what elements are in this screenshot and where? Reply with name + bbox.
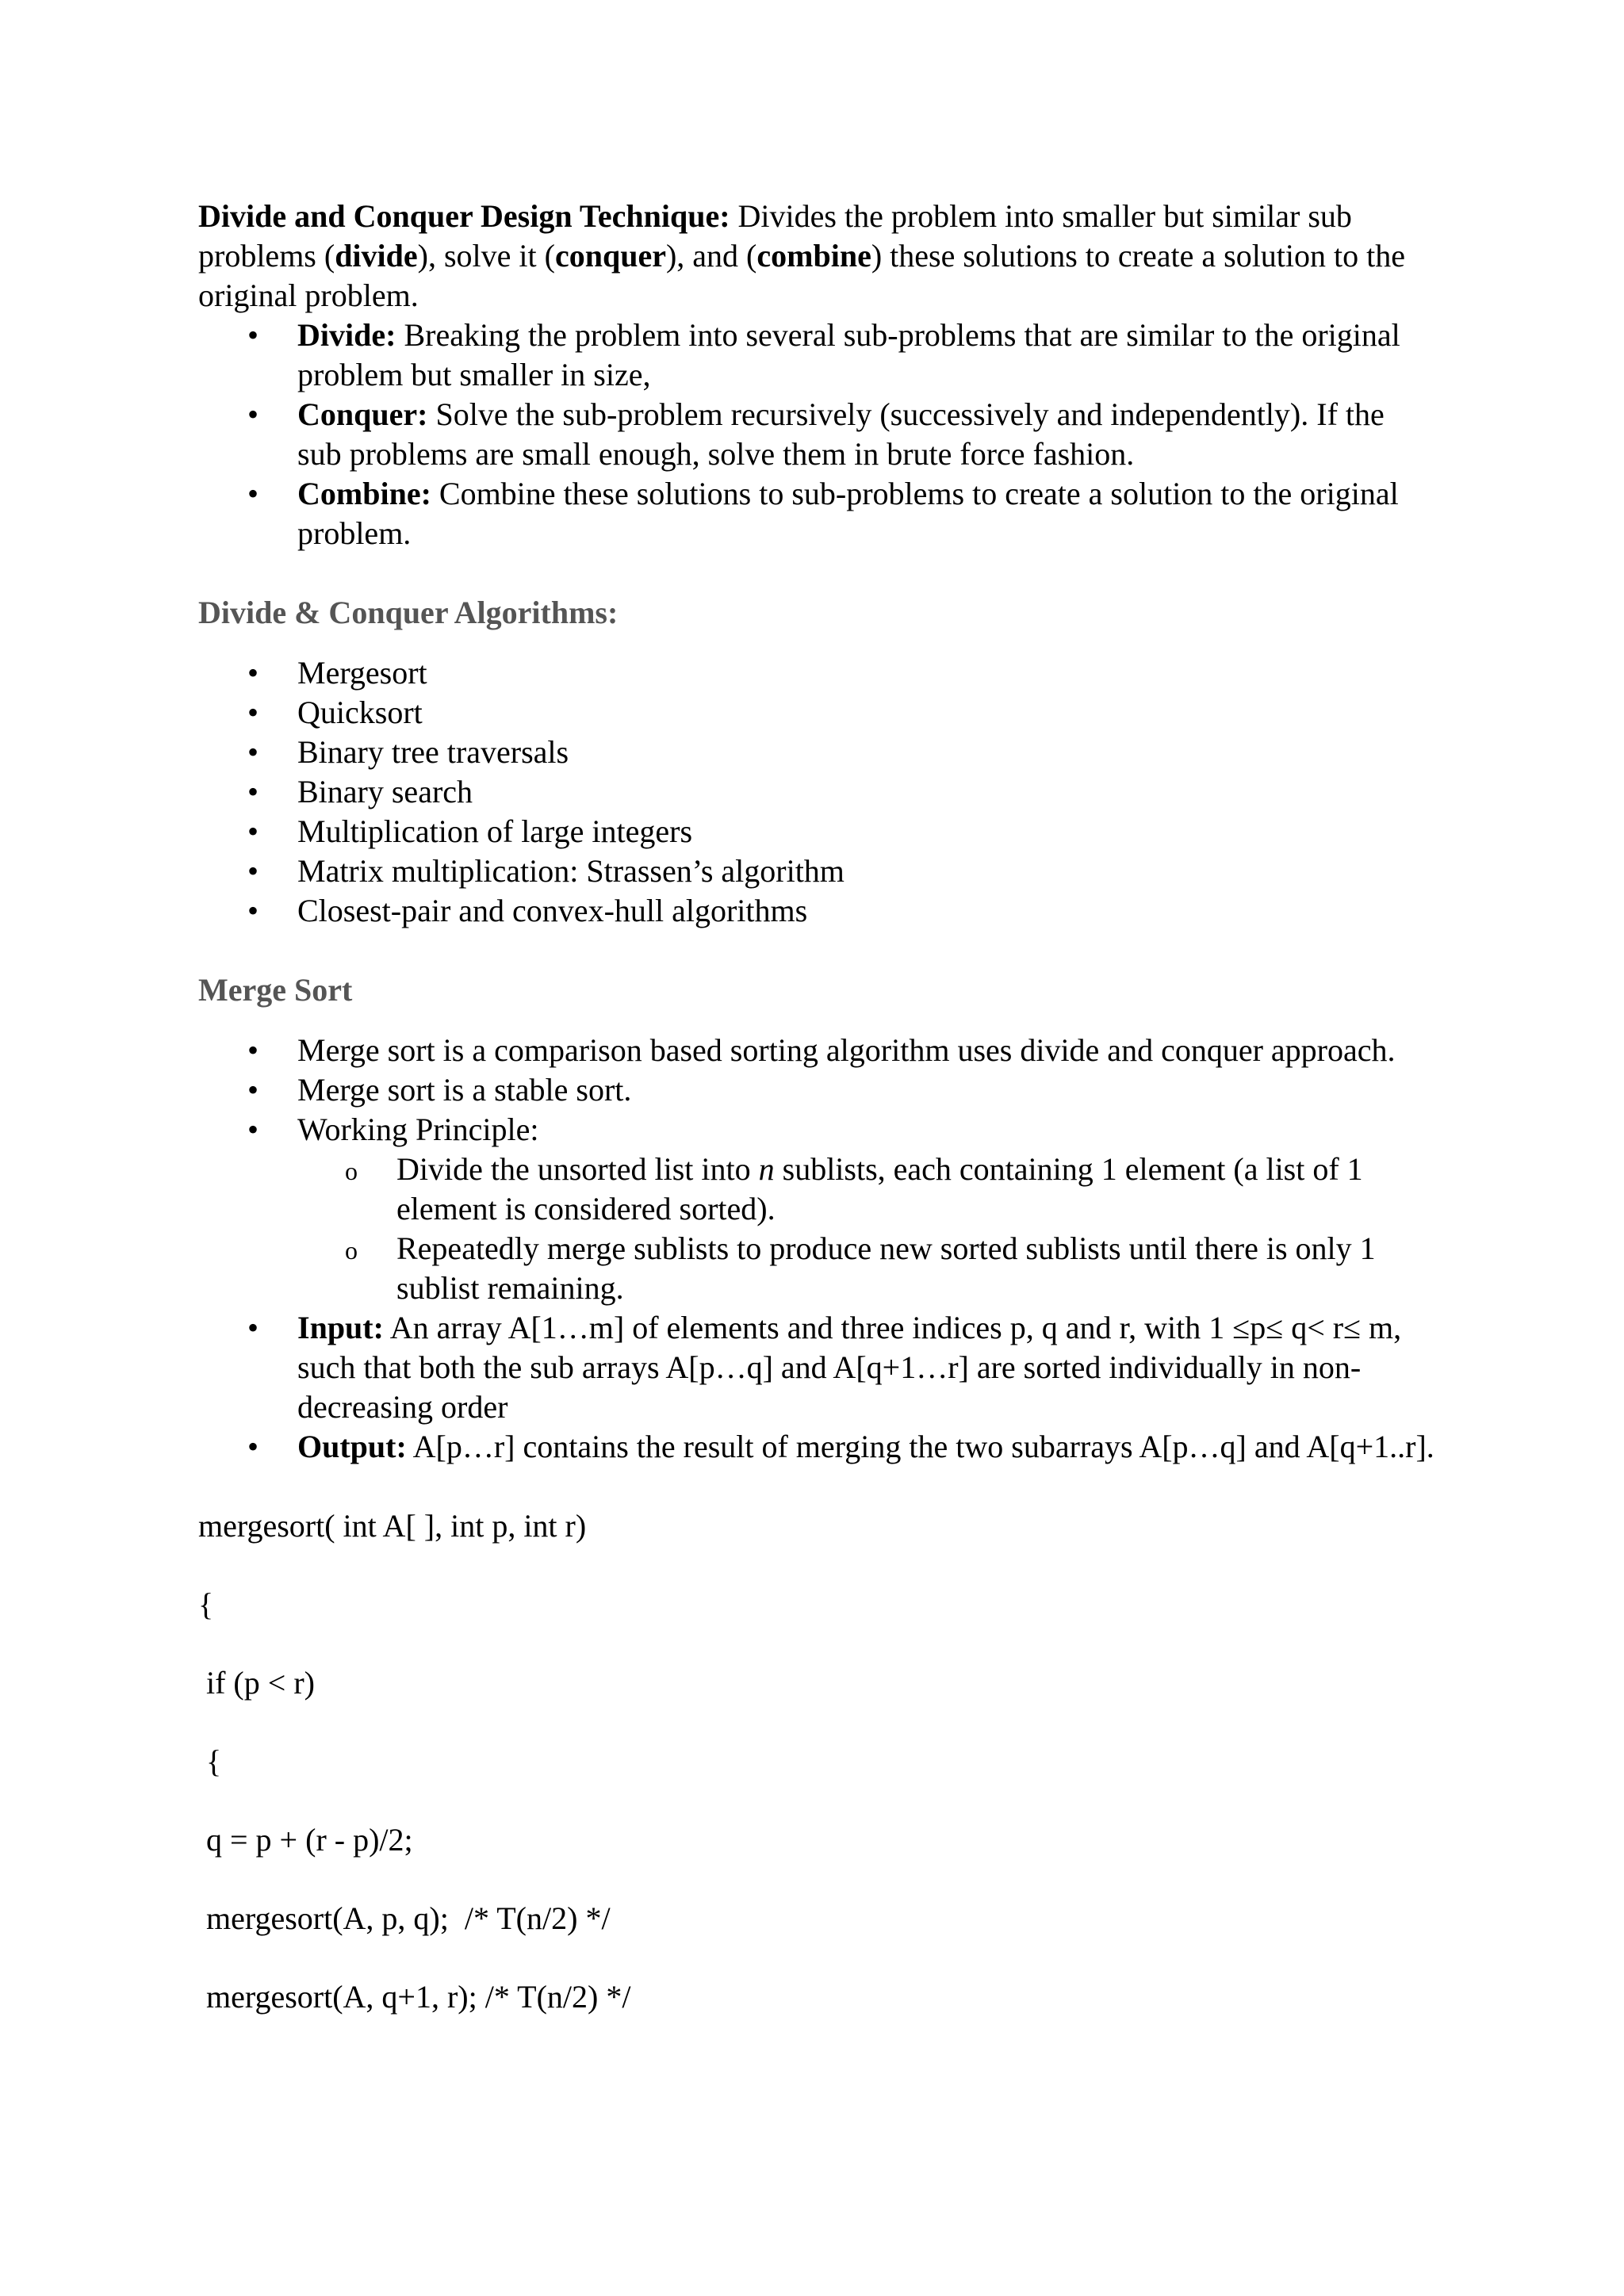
steps-list <box>198 316 1435 553</box>
step-text: Combine these solutions to sub-problems to create a solution to the original problem. <box>297 476 1399 551</box>
intro-keyword-conquer: conquer <box>554 238 666 274</box>
code-line: mergesort(A, q+1, r); /* T(n/2) */ <box>198 1979 631 2015</box>
list-item <box>198 1110 1435 1308</box>
input-text: An array A[1…m] of elements and three indices p, q and r, with 1 ≤p≤ q< r≤ m, such that both the sub arrays A[p…q] and A[q+1…r] are sorted individually in non-decreasing order <box>297 1310 1402 1425</box>
code-line: mergesort( int A[ ], int p, int r) <box>198 1508 587 1544</box>
intro-text-1: Divides the problem into smaller but similar sub problems ( <box>198 198 1352 274</box>
sub-text: Divide the unsorted list into <box>396 1151 759 1187</box>
output-label: Output: <box>297 1429 407 1464</box>
algorithms-list <box>198 653 1435 931</box>
intro-keyword-combine: combine <box>756 238 871 274</box>
list-item: • Multiplication of large integers <box>198 812 1435 851</box>
list-item: • Closest-pair and convex-hull algorithms <box>198 891 1435 931</box>
step-label: Divide: <box>297 317 396 353</box>
list-item <box>198 474 1435 553</box>
list-item: • Merge sort is a comparison based sorting algorithm uses divide and conquer approach. <box>198 1031 1435 1070</box>
code-line: mergesort(A, p, q); /* T(n/2) */ <box>198 1900 611 1936</box>
list-item <box>198 1308 1435 1427</box>
code-line: q = p + (r - p)/2; <box>198 1822 413 1858</box>
working-principle-sublist <box>297 1150 1435 1308</box>
algorithms-heading: Divide & Conquer Algorithms: <box>198 595 619 630</box>
list-item: • Mergesort <box>198 653 1435 693</box>
document-page <box>198 197 1435 2017</box>
sub-text: sublists, each containing 1 element (a list of 1 element is considered sorted). <box>396 1151 1363 1226</box>
intro-text-3: ), and ( <box>665 238 757 274</box>
code-line: if (p < r) <box>198 1665 315 1701</box>
working-principle-label: Working Principle: <box>297 1112 539 1147</box>
list-item: • Binary search <box>198 772 1435 812</box>
mergesort-heading: Merge Sort <box>198 972 353 1008</box>
intro-title: Divide and Conquer Design Technique: <box>198 198 730 234</box>
step-text: Solve the sub-problem recursively (successively and independently). If the sub problems are small enough, solve them in brute force fashion. <box>297 396 1385 472</box>
list-item <box>198 316 1435 395</box>
sub-text-italic: n <box>758 1151 775 1187</box>
list-item: o Repeatedly merge sublists to produce new sorted sublists until there is only 1 sublist remaining. <box>297 1229 1435 1308</box>
output-text: A[p…r] contains the result of merging the two subarrays A[p…q] and A[q+1..r]. <box>406 1429 1434 1464</box>
code-block <box>198 1506 1435 2017</box>
intro-text-4: ) these solutions to create a solution to the original problem. <box>198 238 1406 313</box>
intro-paragraph <box>198 197 1435 316</box>
list-item <box>198 1427 1435 1467</box>
mergesort-list <box>198 1031 1435 1467</box>
list-item <box>198 395 1435 474</box>
list-item: • Quicksort <box>198 693 1435 733</box>
list-item: • Binary tree traversals <box>198 733 1435 772</box>
step-text: Breaking the problem into several sub-problems that are similar to the original problem but smaller in size, <box>297 317 1400 392</box>
intro-text-2: ), solve it ( <box>417 238 555 274</box>
code-line: { <box>198 1743 222 1779</box>
intro-keyword-divide: divide <box>335 238 418 274</box>
code-line: { <box>198 1586 214 1622</box>
list-item: • Matrix multiplication: Strassen’s algorithm <box>198 851 1435 891</box>
list-item: • Merge sort is a stable sort. <box>198 1070 1435 1110</box>
list-item <box>297 1150 1435 1229</box>
step-label: Combine: <box>297 476 431 511</box>
input-label: Input: <box>297 1310 384 1345</box>
step-label: Conquer: <box>297 396 428 432</box>
